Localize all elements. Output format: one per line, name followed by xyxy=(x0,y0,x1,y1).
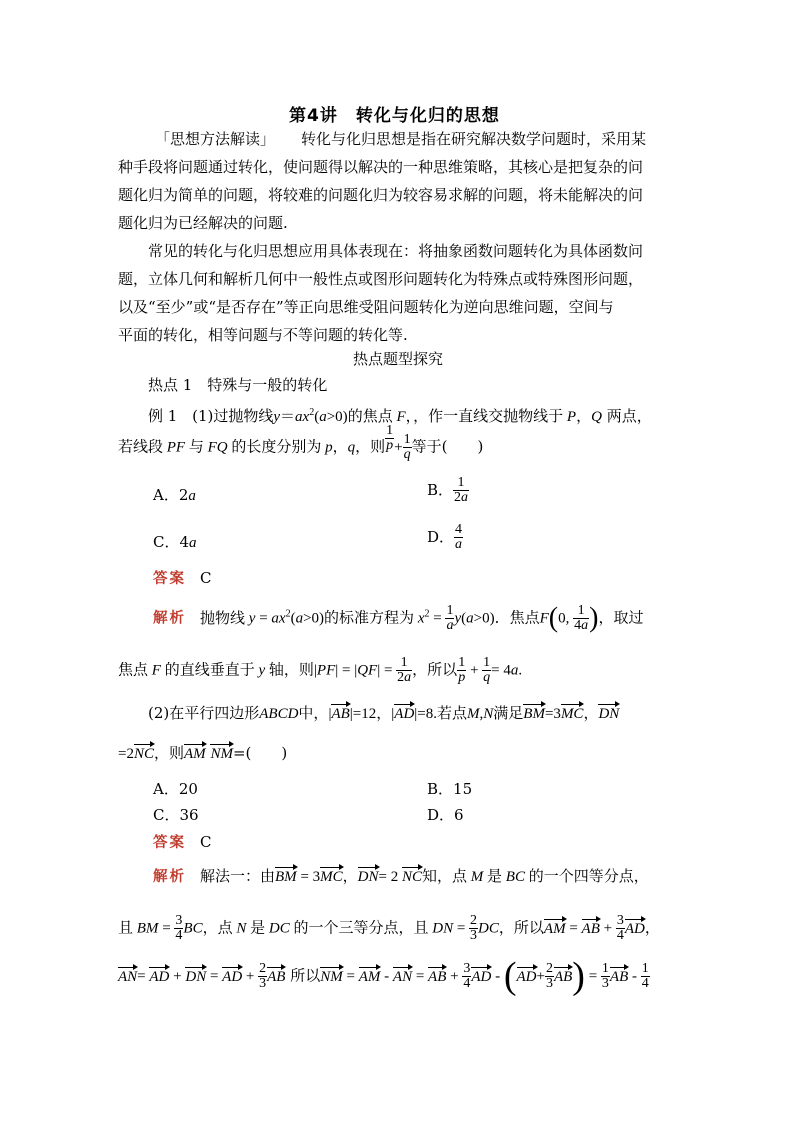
ex2-option-a[interactable]: A．20 xyxy=(153,780,198,798)
ex1-solution-line-2: 焦点 F 的直线垂直于 y 轴，则|PF| = |QF| = $\frac{1}{2a}$ ，所以 $\frac{1}{p}$ + $\frac{1}{q}$ = 4a. xyxy=(118,655,523,685)
common-text-1: 常见的转化与化归思想应用具体表现在：将抽象函数问题转化为具体函数问 xyxy=(148,242,644,260)
intro-paragraph xyxy=(118,132,646,147)
intro-text-3: 题化归为简单的问题，将较难的问题化归为较容易求解的问题，将未能解决的问 xyxy=(118,186,644,204)
ex1-option-c[interactable]: C．4a xyxy=(153,533,197,551)
page-title: 第4讲 转化与化归的思想 xyxy=(289,106,500,126)
ex1-solution-line-1: 解析 抛物线 $y = ax^2(a>0)$的标准方程为 $x^2$ = $\frac{1}{a}$ y(a>0)．焦点F(0, $\frac{1}{4a}$ )，取过 xyxy=(153,602,644,634)
section-title: 热点题型探究 xyxy=(353,350,444,368)
ex2-solution-line-2: 且 BM = $\frac{3}{4}$ BC，点 N 是 DC 的一个三等分点，且 DN = $\frac{2}{3}$ DC，所以AM = AB + $\frac{3}{4}$ AD， xyxy=(118,913,660,943)
ex2-option-b[interactable]: B．15 xyxy=(427,780,473,798)
intro-text-1: 转化与化归思想是指在研究解决数学问题时，采用某 xyxy=(301,130,647,148)
ex1-line-2: 若线段 PF 与 FQ 的长度分别为 p，q，则 $\frac{1}{p}$ + $\frac{1}{q}$ 等于( ) xyxy=(118,423,484,462)
ex1-option-b[interactable]: B． $\frac{1}{2a}$ xyxy=(427,475,469,505)
common-text-3: 以及“至少”或“是否存在”等正向思维受阻问题转化为逆向思维问题，空间与 xyxy=(118,298,614,316)
ex2-line-2: =2NC，则AM NM=( ) xyxy=(118,744,288,762)
common-text-2: 题，立体几何和解析几何中一般性点或图形问题转化为特殊点或特殊图形问题， xyxy=(118,270,644,288)
intro-tag: 「思想方法解读」 xyxy=(155,130,276,148)
hot1-title: 热点 1 特殊与一般的转化 xyxy=(148,376,328,394)
ex2-option-d[interactable]: D．6 xyxy=(427,806,464,824)
ex2-solution-line-3: AN= AD + DN = AD + $\frac{2}{3}$ AB 所以NM = AM - AN = AB + $\frac{3}{4}$ AD - (AD+ $\frac{2}{3}$ AB) = $\frac{1}{3}$ AB - $\frac{1}{4}$ xyxy=(118,955,649,997)
ex1-line-1: 例 1 (1)过抛物线$y=ax^2(a>0)$的焦点 F，，作一直线交抛物线于 P，Q 两点， xyxy=(148,407,652,425)
intro-text-4: 题化归为已经解决的问题. xyxy=(118,214,288,232)
common-text-4: 平面的转化，相等问题与不等问题的转化等. xyxy=(118,326,408,344)
ex1-option-a[interactable]: A．2a xyxy=(153,486,196,504)
intro-text-2: 种手段将问题通过转化，使问题得以解决的一种思维策略，其核心是把复杂的问 xyxy=(118,158,644,176)
ex2-answer: 答案 C xyxy=(153,833,212,851)
ex2-solution-line-1: 解析 解法一：由BM = 3MC，DN= 2 NC知，点 M 是 BC 的一个四等分点， xyxy=(153,867,649,885)
ex2-line-1: (2)在平行四边形ABCD中，|AB|=12，|AD|=8.若点M,N满足BM=3MC，DN xyxy=(148,704,620,722)
ex1-option-d[interactable]: D． $\frac{4}{a}$ xyxy=(427,522,463,552)
ex1-answer: 答案 C xyxy=(153,569,212,587)
ex2-option-c[interactable]: C．36 xyxy=(153,806,199,824)
